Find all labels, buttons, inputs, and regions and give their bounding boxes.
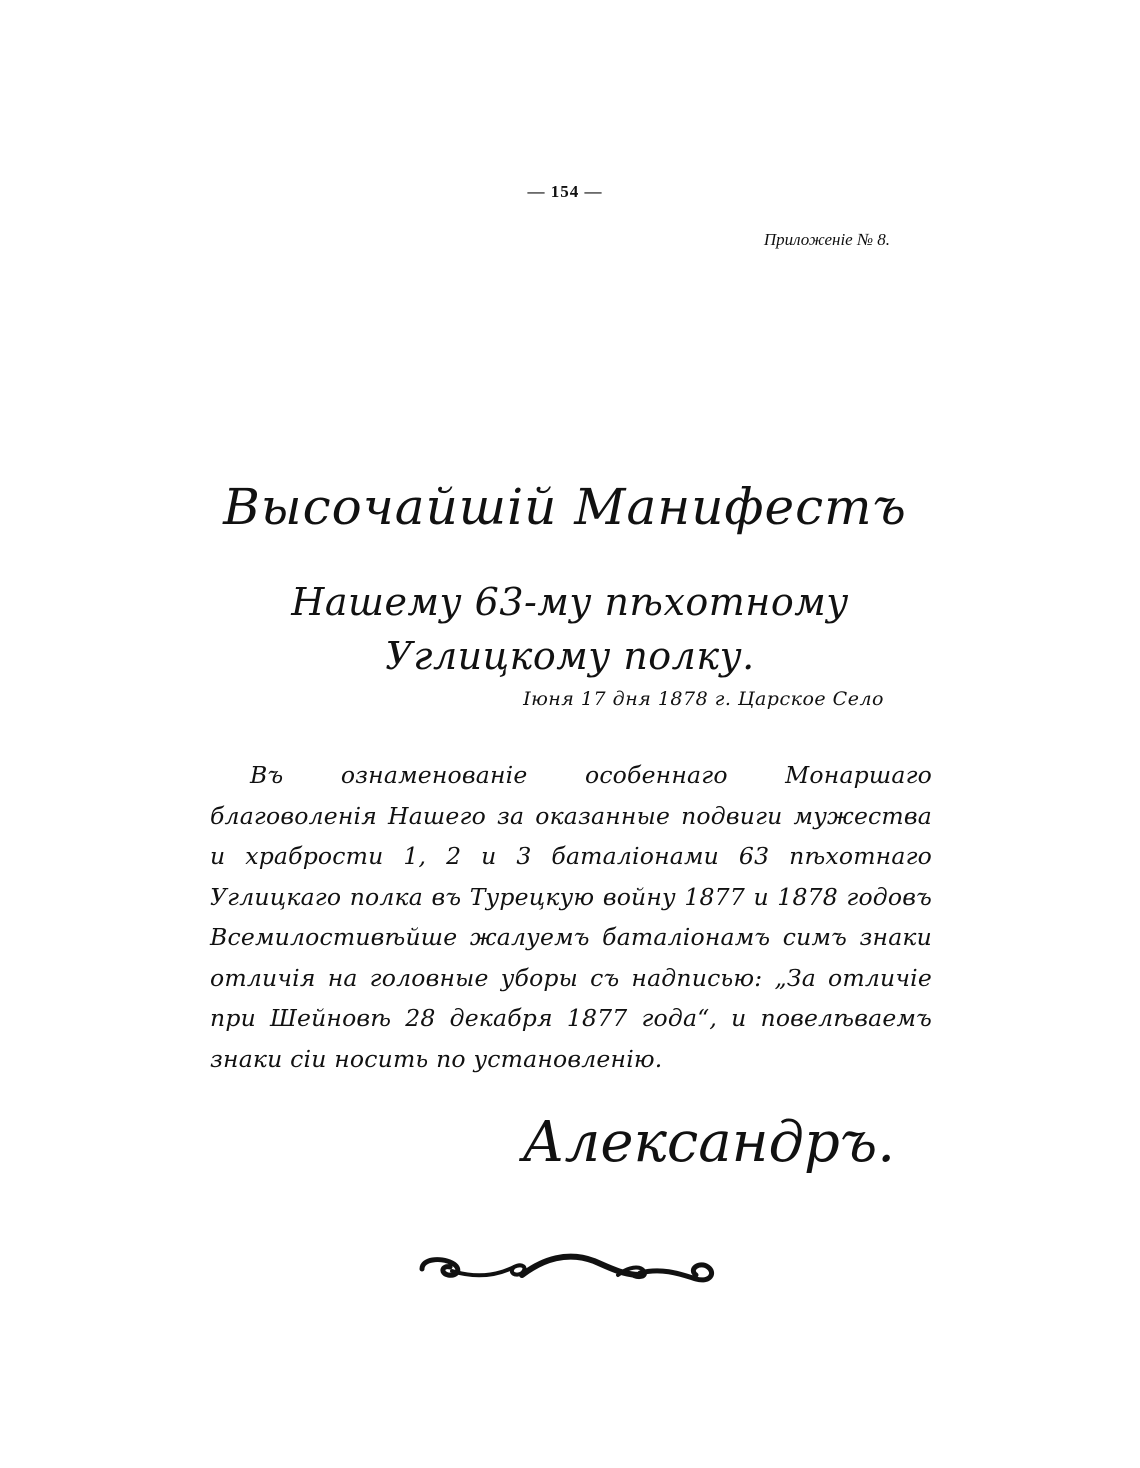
signature: Александръ. [522,1110,895,1175]
manifest-subtitle: Нашему 63-му пѣхотному Углицкому полку. [291,580,849,678]
flourish-ornament-icon [418,1245,720,1289]
date-place: Іюня 17 дня 1878 г. Царское Село [523,688,884,710]
manifest-title: Высочайшій Манифестъ [223,478,907,536]
page-number: — 154 — [527,182,603,201]
appendix-label: Приложеніе № 8. [763,230,890,249]
manifest-body: Въ ознаменованіе особеннаго Монаршаго благоволенія Нашего за оказанные подвиги мужества и храбрости 1, 2 и 3 баталіонами 63 пѣхотнаго Углицкаго полка въ Турецкую войну 1877 и 1878 годовъ Всемилостивѣйше жалуемъ баталіонамъ симъ знаки отличія на головные уборы съ надписью: „За отличіе при Шейновѣ 28 декабря 1877 года“, и повелѣваемъ знаки сіи носить по установленію. [210,761,932,1073]
